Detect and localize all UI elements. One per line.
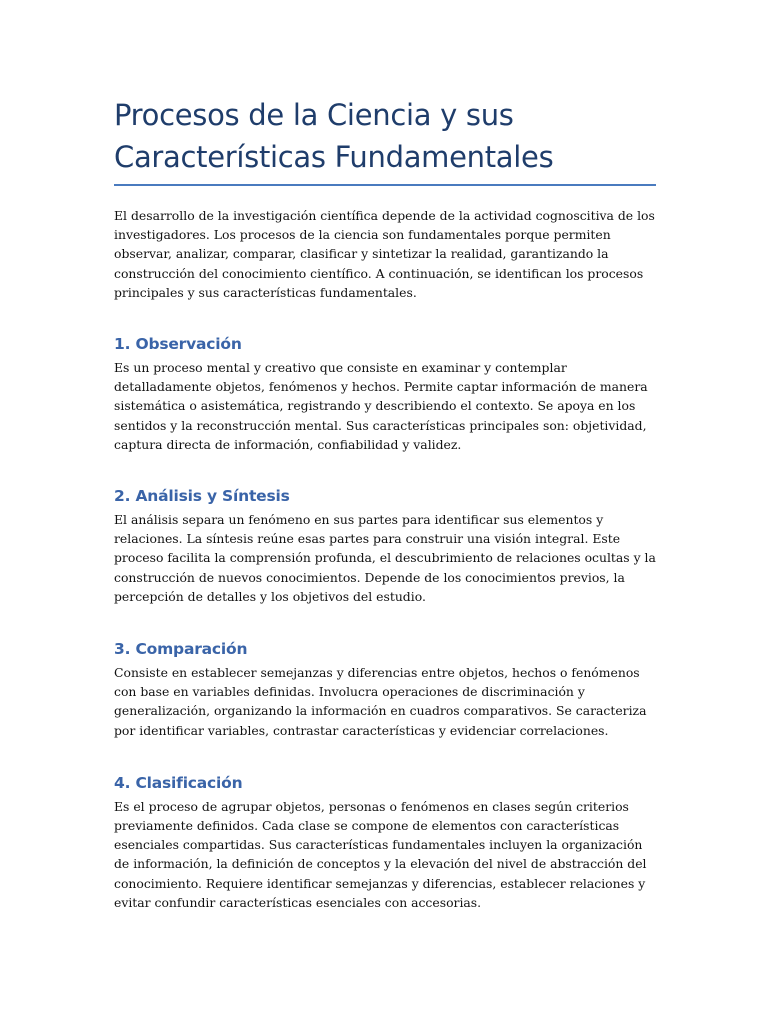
section-heading-observacion: 1. Observación — [114, 335, 242, 354]
section-body-clasificacion: Es el proceso de agrupar objetos, personas o fenómenos en clases según criterios previamente definidos. Cada clase se compone de elementos con características esenciales compartidas. Sus características fundamentales incluyen la organización de información, la definición de conceptos y la elevación del nivel de abstracción del conocimiento. Requiere identificar semejanzas y diferencias, establecer relaciones y evitar confundir características esenciales con accesorias. — [114, 798, 647, 910]
intro-paragraph: El desarrollo de la investigación científica depende de la actividad cognoscitiva de los investigadores. Los procesos de la ciencia son fundamentales porque permiten observar, analizar, comparar, clasificar y sintetizar la realidad, garantizando la construcción del conocimiento científico. A continuación, se identifican los procesos principales y sus características fundamentales. — [114, 208, 655, 300]
document-title: Procesos de la Ciencia y sus Características Fundamentales — [114, 94, 656, 186]
section-body-analisis-sintesis: El análisis separa un fenómeno en sus partes para identificar sus elementos y relaciones. La síntesis reúne esas partes para construir una visión integral. Este proceso facilita la comprensión profunda, el descubrimiento de relaciones ocultas y la construcción de nuevos conocimientos. Depende de los conocimientos previos, la percepción de detalles y los objetivos del estudio. — [114, 512, 656, 604]
section-heading-analisis-sintesis: 2. Análisis y Síntesis — [114, 487, 290, 506]
document-page — [114, 94, 656, 912]
section-body-observacion: Es un proceso mental y creativo que consiste en examinar y contemplar detalladamente objetos, fenómenos y hechos. Permite captar información de manera sistemática o asistemática, registrando y describiendo el contexto. Se apoya en los sentidos y la reconstrucción mental. Sus características principales son: objetividad, captura directa de información, confiabilidad y validez. — [114, 360, 648, 452]
section-body-comparacion: Consiste en establecer semejanzas y diferencias entre objetos, hechos o fenómenos con base en variables definidas. Involucra operaciones de discriminación y generalización, organizando la información en cuadros comparativos. Se caracteriza por identificar variables, contrastar características y evidenciar correlaciones. — [114, 665, 647, 738]
section-heading-clasificacion: 4. Clasificación — [114, 773, 243, 792]
section-heading-comparacion: 3. Comparación — [114, 640, 248, 659]
